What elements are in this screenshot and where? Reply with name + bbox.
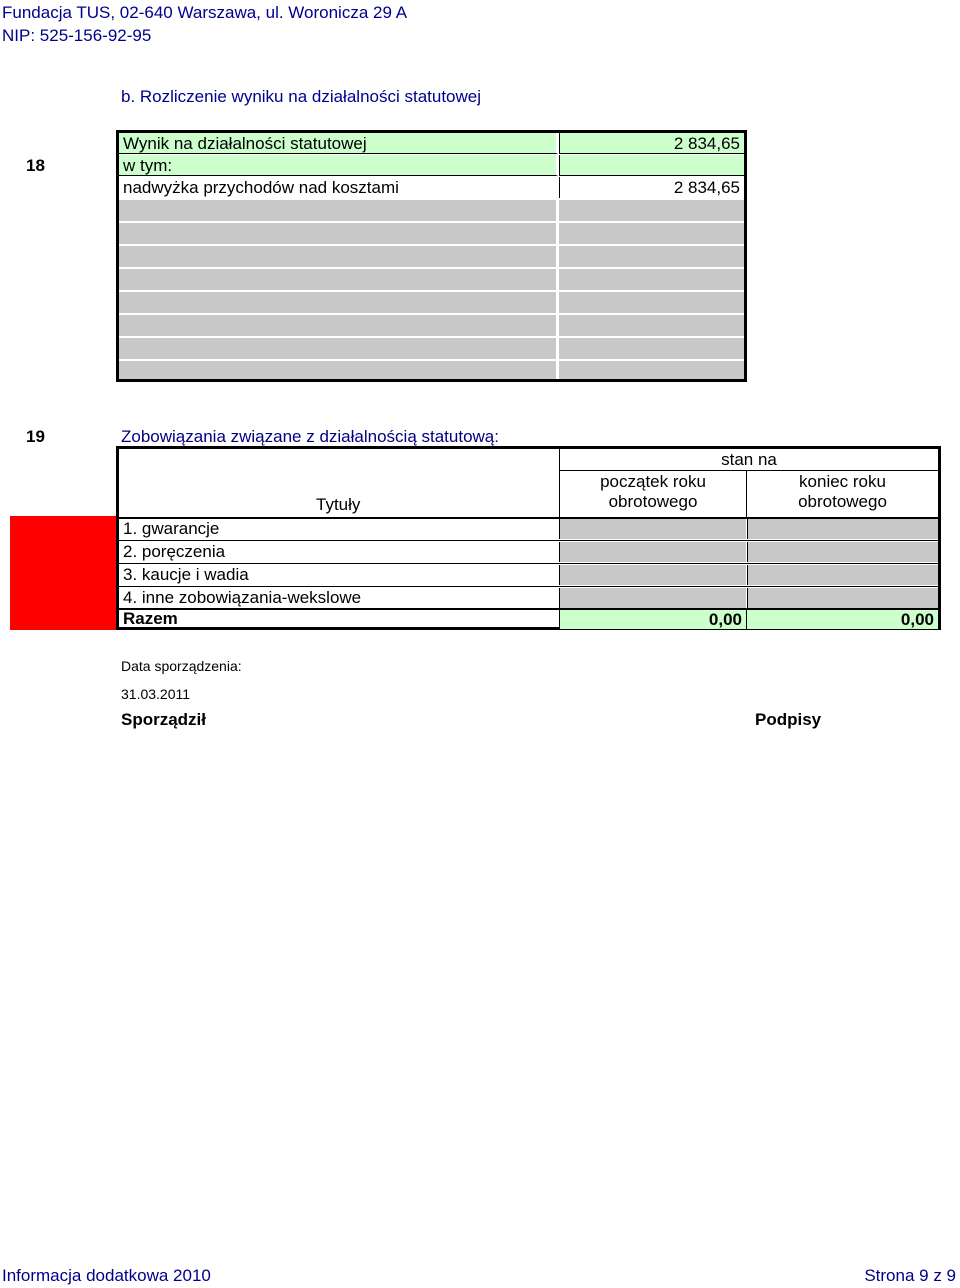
table-cell — [119, 338, 558, 359]
row-label-gwarancje: 1. gwarancje — [123, 519, 220, 538]
date-label: Data sporządzenia: — [121, 658, 242, 674]
row-label: Wynik na działalności statutowej — [123, 134, 367, 153]
header-end — [747, 471, 938, 517]
total-start-value: 0,00 — [559, 610, 747, 629]
footer-page-number: Strona 9 z 9 — [864, 1266, 956, 1285]
total-label: Razem — [123, 609, 178, 628]
signatures-label: Podpisy — [755, 710, 822, 729]
header-tytuly: Tytuły — [316, 495, 361, 514]
organization-nip: NIP: 525-156-92-95 — [2, 26, 152, 45]
table-row — [119, 200, 744, 222]
table-row — [119, 177, 744, 199]
row-start-value — [559, 519, 746, 539]
table-row — [119, 246, 744, 268]
table-row — [119, 361, 744, 379]
table-row — [119, 338, 744, 360]
header-tytuly-cell — [119, 449, 559, 517]
table-cell — [559, 155, 744, 176]
footer-document-name: Informacja dodatkowa 2010 — [2, 1266, 211, 1285]
organization-address: Fundacja TUS, 02-640 Warszawa, ul. Woronicza 29 A — [2, 3, 408, 22]
section-18-number: 18 — [26, 156, 45, 175]
table-cell — [559, 177, 744, 198]
row-start-value — [559, 542, 746, 562]
row-end-value — [747, 588, 938, 608]
header-start — [559, 471, 747, 517]
table-cell — [119, 155, 558, 176]
prepared-by-label: Sporządził — [121, 710, 207, 729]
section-b-title: b. Rozliczenie wyniku na działalności statutowej — [121, 87, 482, 106]
row-value: 2 834,65 — [673, 134, 740, 153]
table-cell — [119, 269, 558, 290]
header-stan-na: stan na — [559, 449, 938, 471]
section-19-number: 19 — [26, 427, 45, 446]
table-cell — [559, 246, 744, 267]
date-value: 31.03.2011 — [121, 686, 191, 702]
table-cell — [559, 200, 744, 221]
row-label: nadwyżka przychodów nad kosztami — [123, 178, 399, 197]
table-row — [119, 155, 744, 177]
section-18-table — [116, 130, 747, 382]
row-end-value — [747, 519, 938, 539]
table-cell — [559, 133, 744, 154]
row-end-value — [747, 542, 938, 562]
row-start-value — [559, 565, 746, 585]
table-row — [119, 292, 744, 314]
table-cell — [119, 223, 558, 244]
table-cell — [559, 361, 744, 379]
section-19-title: Zobowiązania związane z działalnością statutową: — [121, 427, 499, 446]
table-row — [119, 133, 744, 155]
table-cell — [119, 292, 558, 313]
header-end-line2: obrotowego — [798, 492, 887, 511]
table-row — [119, 315, 744, 337]
table-cell — [119, 133, 558, 154]
table-cell — [559, 315, 744, 336]
header-end-line1: koniec roku — [799, 472, 886, 491]
red-marker — [10, 516, 117, 630]
table-cell — [559, 338, 744, 359]
row-label: w tym: — [123, 156, 173, 175]
table-cell — [559, 292, 744, 313]
row-label-inne: 4. inne zobowiązania-wekslowe — [123, 588, 362, 607]
table-row — [119, 269, 744, 291]
table-cell — [119, 361, 558, 379]
table-cell — [559, 223, 744, 244]
table-row — [119, 223, 744, 245]
row-start-value — [559, 588, 746, 608]
row-label-kaucje: 3. kaucje i wadia — [123, 565, 249, 584]
table-cell — [119, 200, 558, 221]
section-19-table — [116, 446, 941, 630]
row-label-poreczenia: 2. poręczenia — [123, 542, 226, 561]
row-end-value — [747, 565, 938, 585]
table-cell — [119, 246, 558, 267]
table-cell — [119, 315, 558, 336]
row-value: 2 834,65 — [673, 178, 740, 197]
total-end-value: 0,00 — [747, 610, 938, 629]
table-cell — [119, 177, 558, 198]
header-start-line1: początek roku — [600, 472, 706, 491]
header-start-line2: obrotowego — [608, 492, 698, 511]
table-cell — [559, 269, 744, 290]
